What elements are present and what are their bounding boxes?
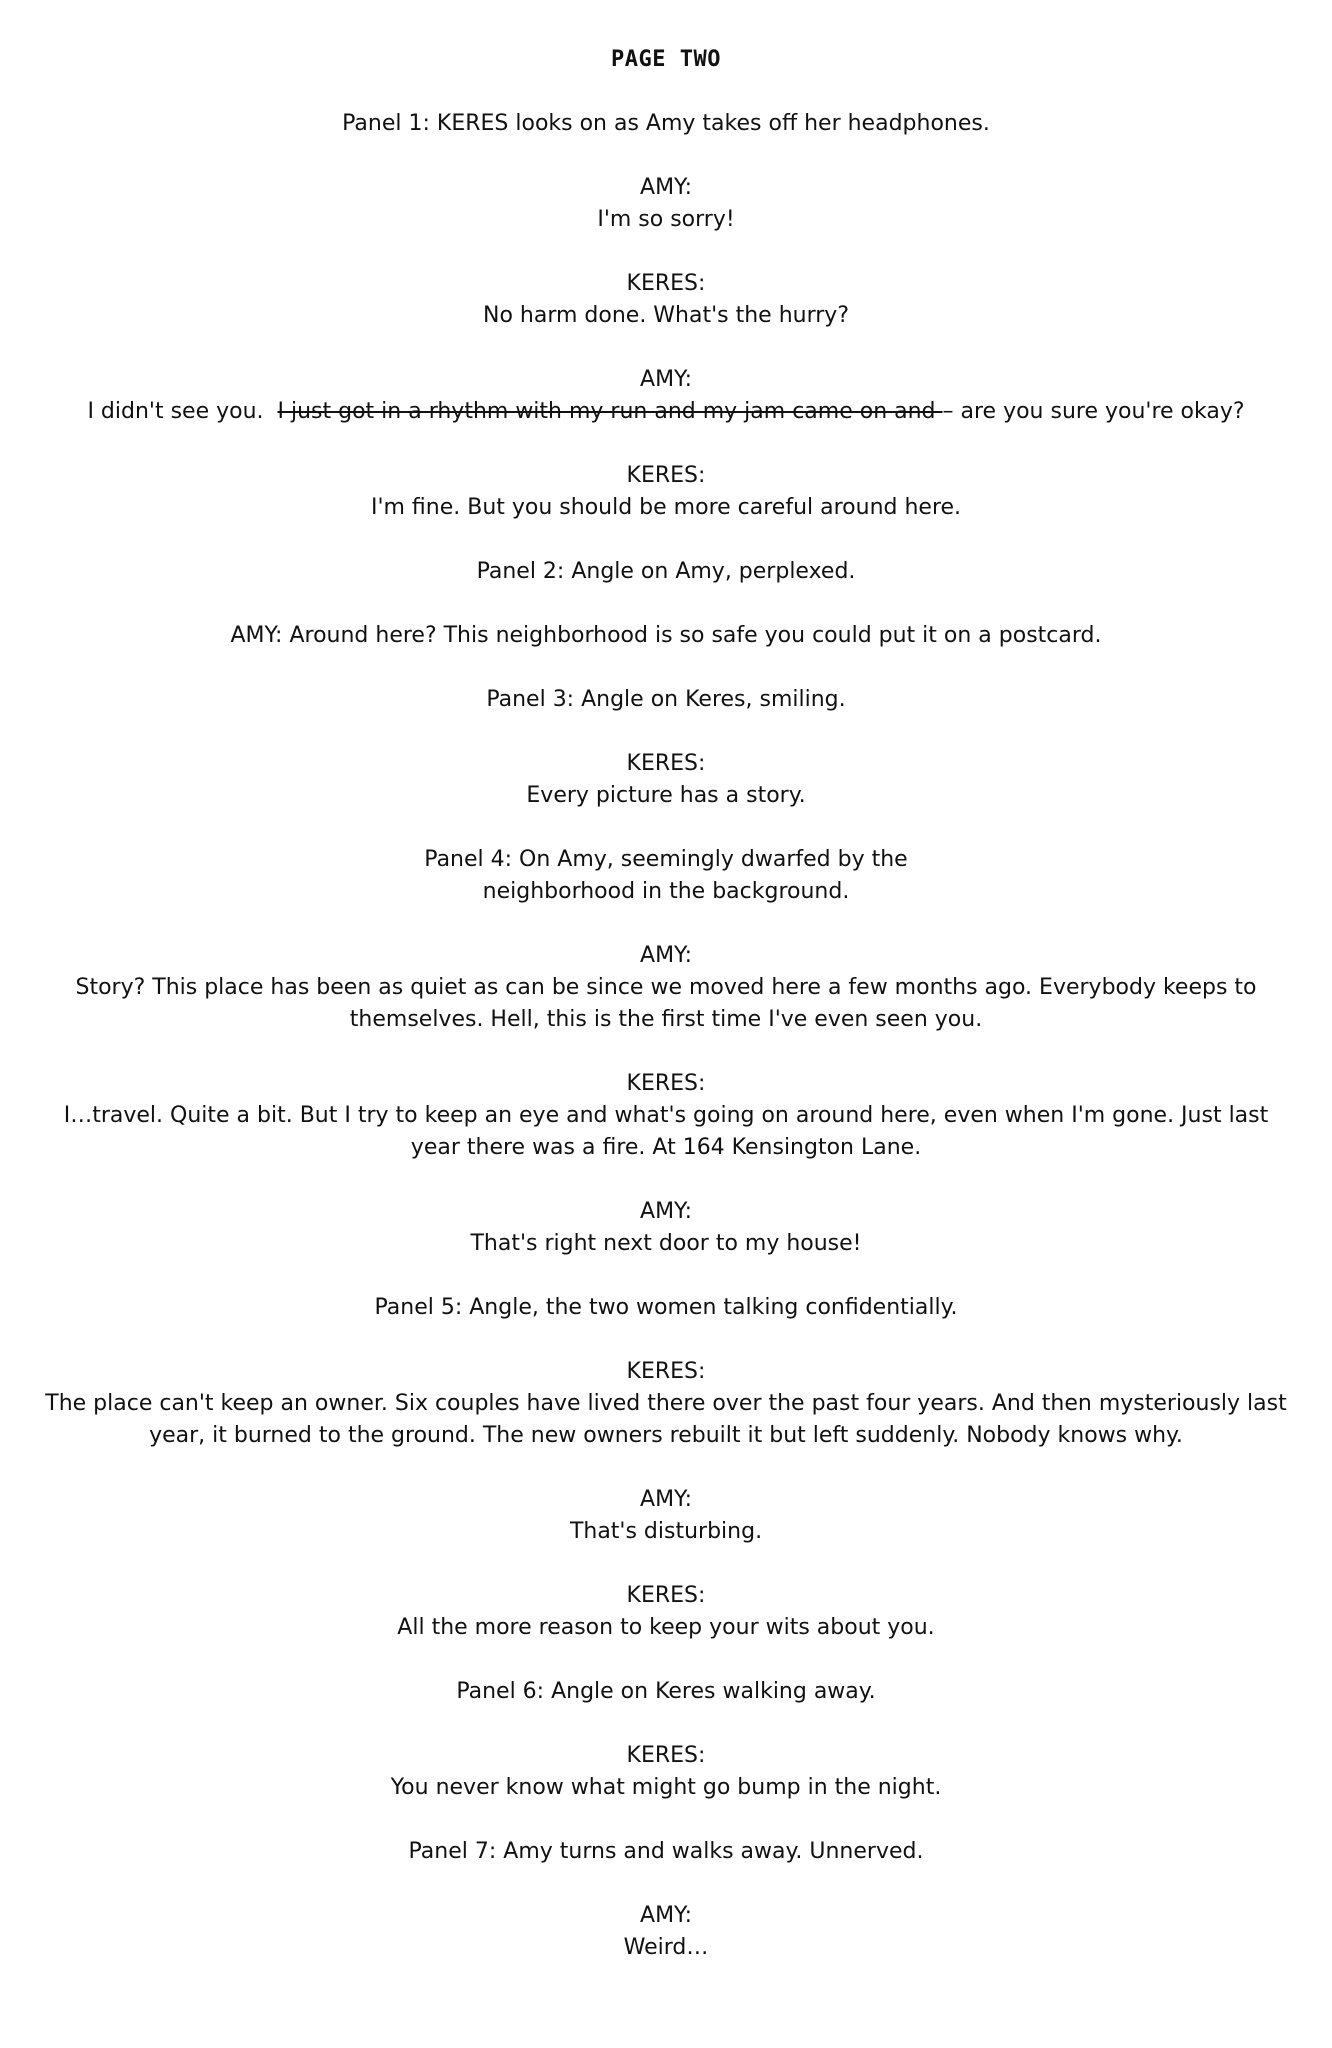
panel-description xyxy=(40,1676,1292,1708)
dialogue-block xyxy=(40,620,1292,652)
dialogue-block xyxy=(40,172,1292,236)
panel-description xyxy=(40,556,1292,588)
dialogue-block xyxy=(40,748,1292,812)
speaker-name: AMY: xyxy=(640,1903,692,1928)
speaker-name: AMY: xyxy=(640,1487,692,1512)
speaker-name: AMY: xyxy=(640,175,692,200)
dialogue-line: Every picture has a story. xyxy=(526,783,806,808)
speaker-name: KERES: xyxy=(626,1359,706,1384)
page-title: PAGE TWO xyxy=(611,47,721,72)
dialogue-line: You never know what might go bump in the night. xyxy=(390,1775,942,1800)
dialogue-text: I didn't see you. xyxy=(87,399,278,424)
speaker-name: KERES: xyxy=(626,1583,706,1608)
panel-description xyxy=(40,1292,1292,1324)
panel-description xyxy=(40,108,1292,140)
dialogue-line: Weird… xyxy=(623,1935,709,1960)
panel-7-description: Panel 7: Amy turns and walks away. Unnerved. xyxy=(408,1839,924,1864)
dialogue-line: year there was a fire. At 164 Kensington Lane. xyxy=(410,1135,922,1160)
speaker-name: KERES: xyxy=(626,751,706,776)
script-page xyxy=(40,44,1292,1996)
dialogue-line: No harm done. What's the hurry? xyxy=(483,303,849,328)
speaker-name: KERES: xyxy=(626,1743,706,1768)
panel-2-description: Panel 2: Angle on Amy, perplexed. xyxy=(476,559,856,584)
dialogue-line: That's right next door to my house! xyxy=(470,1231,862,1256)
dialogue-block xyxy=(40,460,1292,524)
dialogue-block xyxy=(40,1740,1292,1804)
dialogue-block xyxy=(40,1900,1292,1964)
struck-out-text: I just got in a rhythm with my run and my jam came on and xyxy=(277,399,943,424)
dialogue-block xyxy=(40,1580,1292,1644)
panel-description xyxy=(40,1836,1292,1868)
speaker-name: AMY: xyxy=(640,943,692,968)
dialogue-line: All the more reason to keep your wits about you. xyxy=(397,1615,935,1640)
panel-6-description: Panel 6: Angle on Keres walking away. xyxy=(456,1679,876,1704)
dialogue-line: year, it burned to the ground. The new owners rebuilt it but left suddenly. Nobody knows why. xyxy=(149,1423,1183,1448)
panel-4-description: neighborhood in the background. xyxy=(482,879,850,904)
dialogue-line: I'm fine. But you should be more careful around here. xyxy=(370,495,962,520)
dialogue-line: themselves. Hell, this is the first time I've even seen you. xyxy=(349,1007,983,1032)
dialogue-block xyxy=(40,1356,1292,1452)
dialogue-text: – are you sure you're okay? xyxy=(942,399,1245,424)
dialogue-line: AMY: Around here? This neighborhood is so safe you could put it on a postcard. xyxy=(230,623,1102,648)
dialogue-line: The place can't keep an owner. Six couples have lived there over the past four years. And then mysteriously last xyxy=(45,1391,1287,1416)
panel-description xyxy=(40,844,1292,908)
speaker-name: AMY: xyxy=(640,367,692,392)
dialogue-block xyxy=(40,268,1292,332)
dialogue-block xyxy=(40,1068,1292,1164)
dialogue-block xyxy=(40,1196,1292,1260)
dialogue-line: That's disturbing. xyxy=(569,1519,763,1544)
dialogue-block xyxy=(40,940,1292,1036)
dialogue-line: Story? This place has been as quiet as can be since we moved here a few months ago. Everybody keeps to xyxy=(75,975,1257,1000)
speaker-name: AMY: xyxy=(640,1199,692,1224)
speaker-name: KERES: xyxy=(626,1071,706,1096)
dialogue-line-with-strikethrough xyxy=(40,396,1292,428)
dialogue-block xyxy=(40,364,1292,428)
panel-1-description: Panel 1: KERES looks on as Amy takes off her headphones. xyxy=(342,111,990,136)
dialogue-block xyxy=(40,1484,1292,1548)
panel-4-description: Panel 4: On Amy, seemingly dwarfed by the xyxy=(424,847,908,872)
speaker-name: KERES: xyxy=(626,271,706,296)
speaker-name: KERES: xyxy=(626,463,706,488)
panel-3-description: Panel 3: Angle on Keres, smiling. xyxy=(486,687,846,712)
panel-5-description: Panel 5: Angle, the two women talking confidentially. xyxy=(374,1295,958,1320)
dialogue-line: I'm so sorry! xyxy=(597,207,735,232)
panel-description xyxy=(40,684,1292,716)
dialogue-line: I…travel. Quite a bit. But I try to keep an eye and what's going on around here, even when I'm gone. Just last xyxy=(63,1103,1269,1128)
